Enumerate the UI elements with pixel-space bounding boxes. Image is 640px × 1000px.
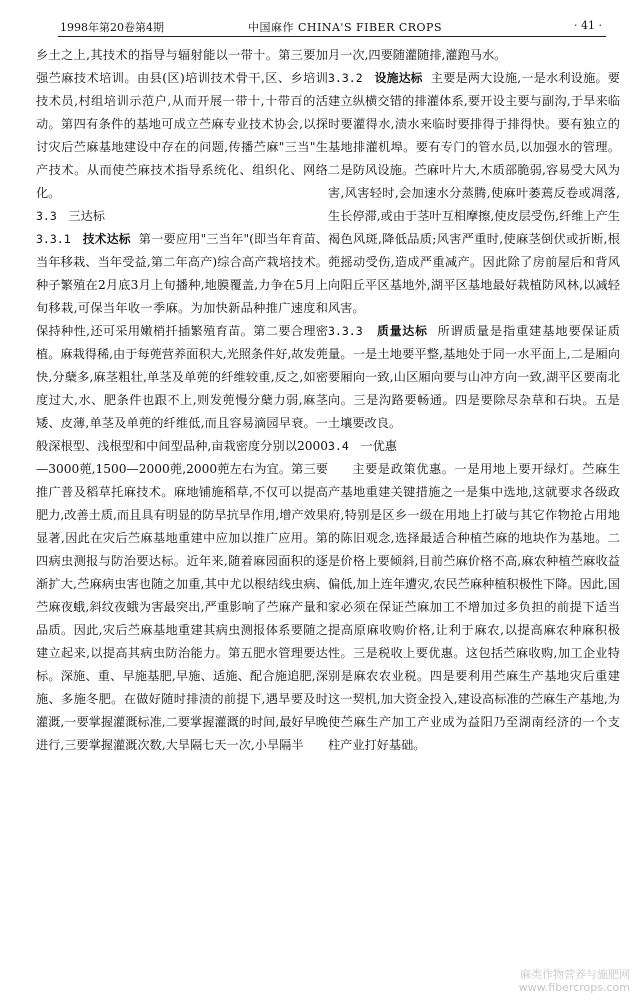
issue-info: 1998年第20卷第4期: [60, 21, 164, 34]
section-number: 3.3: [36, 209, 57, 223]
site-watermark: [519, 968, 630, 994]
watermark-line-1: 麻类作物营养与施肥网: [520, 968, 630, 981]
section-title: 一优惠: [360, 439, 397, 453]
subsection-body: 第一要应用"三当年"(即当年育苗、当年移栽、当年受益,第二年高产)综合高产栽培技术。种子繁殖在2月底3月上旬播种,地膜覆盖,力争在5月上旬移栽,可保当年收一季麻。为加快新品种推广速度和保持种性,还可采用嫩梢扦插繁殖育苗。第二要合理密植。麻栽得稀,由于每蔸营养面积大,光照条件好,故发蔸快,分蘖多,麻茎粗壮,单茎及单蔸的纤维较重,反之,如密度过大,水、肥条件也跟不上,则发蔸慢分蘖力弱,麻茎矮、皮薄,单茎及单蔸的纤维低,而且容易滴园早衰。一般深根型、浅根型和中间型品种,亩栽密度分别以2000—3000蔸,1500—2000蔸,2000蔸左右为宜。第三要推广普及稻草托麻技术。麻地铺施稻草,不仅可以提高肥力,改善土质,而且具有明显的防旱抗旱作用,增产效果显著,因此在灾后苎麻基地重建中应加以推广应用。第四病虫测报与防治要达标。近年来,随着麻园面积的逐渐扩大,苎麻病虫害也随之加重,其中尤以根结线虫病、苎麻夜蛾,斜纹夜蛾为害最突出,严重影响了苎麻产量和品质。因此,灾后苎麻基地重建其病虫测报体系要随之建立起来,以提高其病虫防治能力。第五肥水管理要达标。深施、重、早施基肥,早施、适施、配合施追肥,深施、多施冬肥。在做好随时排渍的前提下,遇旱要及时灌溉,一要掌握灌溉标准,二要掌握灌溉的时间,最好早晚进行,三要掌握灌溉次数,大旱隔七天一次,小旱隔半: [36, 232, 328, 752]
page-number: · 41 ·: [574, 19, 602, 32]
paragraph-technical-standard: [36, 228, 328, 757]
subsection-number: 3.3.3: [328, 324, 363, 338]
subsection-title: 质量达标: [377, 324, 428, 338]
section-title: 三达标: [68, 209, 105, 223]
subsection-title: 技术达标: [82, 232, 131, 246]
paragraph-facilities-standard: [328, 67, 620, 320]
right-column: [328, 44, 620, 757]
subsection-title: 设施达标: [374, 71, 423, 85]
section-number: 3.4: [328, 439, 349, 453]
section-3-4-heading: [328, 435, 620, 458]
paragraph-continued: 月一次,四要随灌随排,灌跑马水。: [328, 48, 507, 62]
watermark-line-2: www.fibercrops.com: [518, 981, 630, 994]
paragraph-training: 乡土之上,其技术的指导与辐射能以一带十。第三要加强苎麻技术培训。由县(区)培训技术骨干,区、乡培训技术员,村组培训示范户,从而开展一带十,十带百的活动。第四有条件的基地可成立苎麻专业技术协会,以探讨灾后苎麻基地建设中存在的问题,传播苎麻"三当"生产技术。从而使苎麻技术指导系统化、组织化、网络化。: [36, 48, 328, 200]
journal-title: 中国麻作 CHINA'S FIBER CROPS: [248, 21, 442, 34]
section-3-3-heading: [36, 205, 328, 228]
paragraph-quality-standard: [328, 320, 620, 435]
paragraph-policy: 主要是政策优惠。一是用地上要开绿灯。苎麻生产基地重建关键措施之一是集中选地,这就要求各级政府,特别是区乡一级在用地上打破与其它作物抢占用地的陈旧观念,选择最适合种植苎麻的地块作为基地。二是价格上要倾斜,目前苎麻价格不高,麻农种植苎麻收益偏低,加上连年遭灾,农民苎麻种植积极性下降。因此,国家必须在保证苎麻加工不增加过多负担的前提下适当提高原麻收购价格,让利于麻农,以提高麻农种麻积极性。三是税收上要优惠。这包括苎麻收购,加工企业特别是麻农农业税。四是要利用苎麻生产基地灾后重建这一契机,加大资金投入,建设高标准的苎麻生产基地,为使苎麻生产加工产业成为益阳乃至湖南经济的一个支柱产业打好基础。: [328, 462, 620, 752]
subsection-number: 3.3.1: [36, 232, 71, 246]
subsection-body: 所谓质量是指重建基地要保证质量。一是土地要平整,基地处于同一水平面上,二是厢向要厢向一致,山区厢向要与山冲方向一致,湖平区要南北向。三是沟路要畅通。四是要除尽杂草和石块。五是土壤要改良。: [328, 324, 620, 430]
subsection-number: 3.3.2: [328, 71, 363, 85]
subsection-body: 主要是两大设施,一是水利设施。要建立纵横交错的排灌体系,要开设主要与副沟,于旱来临时要灌得水,渍水来临时要排得于排得快。要有独立的基地排灌机埠。要有专门的管水员,以加强水的管理。二是防风设施。苎麻叶片大,木质部脆弱,容易受大风为害,风害轻时,会加速水分蒸腾,使麻叶萎蔫反卷或凋落,生长停滞,或由于茎叶互相摩擦,使皮层受伤,纤维上产生褐色风斑,降低品质;风害严重时,使麻茎倒伏或折断,根蔸摇动受伤,造成严重减产。因此除了房前屋后和背风向阳丘平区基地外,湖平区基地最好栽植防风林,以减轻风害。: [328, 71, 620, 315]
running-header: [58, 6, 606, 37]
left-column: [36, 44, 328, 757]
